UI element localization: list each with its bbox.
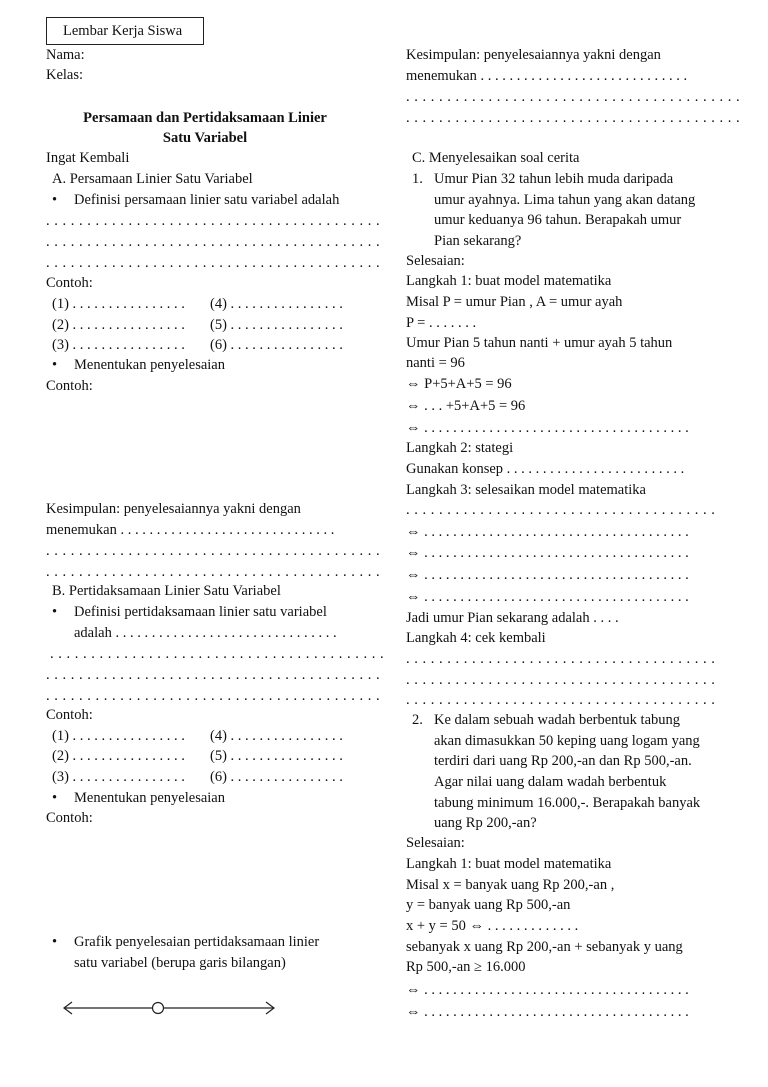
question-2-text: akan dimasukkan 50 keping uang logam yang (434, 733, 700, 749)
dotted-line: . . . . . . . . . . . . . . . . . . . . . . . . . . . . . . . . . . . . . . (406, 692, 716, 708)
recall-label: Ingat Kembali (46, 150, 130, 166)
question-2-text: Agar nilai uang dalam wadah berbentuk (434, 774, 667, 790)
question-2-text: uang Rp 200,-an? (434, 815, 537, 831)
dotted-line: . . . . . . . . . . . . . . . . . . . . . . . . . . . . . . . . . . . . . . . . . (46, 564, 381, 580)
variable-definition: Misal x = banyak uang Rp 200,-an , (406, 877, 615, 893)
example-label: Contoh: (46, 275, 93, 291)
determine-solution-label: • Menentukan penyelesaian (74, 788, 225, 808)
dotted-line: . . . . . . . . . . . . . . . . . . . . . . . . . . . . . . . . . . . . . . . . . (406, 89, 741, 105)
example-1: (1) . . . . . . . . . . . . . . . . (52, 728, 185, 744)
definition-b-text-2: adalah . . . . . . . . . . . . . . . . . . . . . . . . . . . . . . . (74, 625, 337, 641)
step-1-label: Langkah 1: buat model matematika (406, 273, 612, 289)
open-circle-icon (153, 1003, 164, 1014)
dotted-line: . . . . . . . . . . . . . . . . . . . . . . . . . . . . . . . . . . . . . . . . . (50, 646, 385, 662)
example-5: (5) . . . . . . . . . . . . . . . . (210, 317, 343, 333)
question-2-number: 2. (412, 712, 423, 728)
question-2-text: terdiri dari uang Rp 200,-an dan Rp 500,-an. (434, 753, 692, 769)
answer-line: Jadi umur Pian sekarang adalah . . . . (406, 610, 619, 626)
section-b-title: B. Pertidaksamaan Linier Satu Variabel (52, 583, 281, 599)
determine-solution-label: • Menentukan penyelesaian (74, 355, 225, 375)
example-2: (2) . . . . . . . . . . . . . . . . (52, 748, 185, 764)
equation-line: ⇔ . . . . . . . . . . . . . . . . . . . . . . . . . . . . . . . . . . . . . (406, 567, 689, 583)
variable-definition: y = banyak uang Rp 500,-an (406, 897, 571, 913)
definition-b-text: • Definisi pertidaksamaan linier satu variabel (74, 602, 327, 622)
conclusion-line-2: menemukan . . . . . . . . . . . . . . . . . . . . . . . . . . . . . (406, 68, 688, 84)
question-2-text: Ke dalam sebuah wadah berbentuk tabung (434, 712, 681, 728)
equation-line: ⇔ . . . . . . . . . . . . . . . . . . . . . . . . . . . . . . . . . . . . . (406, 1004, 689, 1020)
class-field-label: Kelas: (46, 67, 84, 83)
dotted-line: . . . . . . . . . . . . . . . . . . . . . . . . . . . . . . . . . . . . . . . . . (46, 234, 381, 250)
question-1-text: Pian sekarang? (434, 233, 522, 249)
definition-a-text: • Definisi persamaan linier satu variabel adalah (74, 190, 339, 210)
example-1: (1) . . . . . . . . . . . . . . . . (52, 296, 185, 312)
example-label: Contoh: (46, 810, 93, 826)
graph-label-1: • Grafik penyelesaian pertidaksamaan linier (74, 932, 319, 952)
question-2-text: tabung minimum 16.000,-. Berapakah banyak (434, 795, 701, 811)
question-1-text: Umur Pian 32 tahun lebih muda daripada (434, 171, 674, 187)
statement-line: nanti = 96 (406, 355, 465, 371)
example-label: Contoh: (46, 707, 93, 723)
heading-line-1: Persamaan dan Pertidaksamaan Linier (83, 110, 327, 126)
heading-line-2: Satu Variabel (162, 130, 248, 146)
example-2: (2) . . . . . . . . . . . . . . . . (52, 317, 185, 333)
example-6: (6) . . . . . . . . . . . . . . . . (210, 769, 343, 785)
step-3-label: Langkah 3: selesaikan model matematika (406, 482, 646, 498)
equation-line: ⇔ . . . . . . . . . . . . . . . . . . . . . . . . . . . . . . . . . . . . . (406, 589, 689, 605)
equation-line: ⇔ . . . . . . . . . . . . . . . . . . . . . . . . . . . . . . . . . . . . . (406, 545, 689, 561)
dotted-line: . . . . . . . . . . . . . . . . . . . . . . . . . . . . . . . . . . . . . . (406, 672, 716, 688)
dotted-line: . . . . . . . . . . . . . . . . . . . . . . . . . . . . . . . . . . . . . . . . . (406, 110, 741, 126)
variable-definition: Misal P = umur Pian , A = umur ayah (406, 294, 623, 310)
section-a-title: A. Persamaan Linier Satu Variabel (52, 171, 253, 187)
equation-line: ⇔ P+5+A+5 = 96 (406, 376, 512, 392)
example-3: (3) . . . . . . . . . . . . . . . . (52, 337, 185, 353)
step-4-label: Langkah 4: cek kembali (406, 630, 546, 646)
example-label: Contoh: (46, 378, 93, 394)
dotted-line: . . . . . . . . . . . . . . . . . . . . . . . . . . . . . . . . . . . . . . (406, 651, 716, 667)
equation-line: x + y = 50 ⇔ . . . . . . . . . . . . . (406, 918, 579, 934)
statement-line: Rp 500,-an ≥ 16.000 (406, 959, 526, 975)
question-1-text: umur ayahnya. Lima tahun yang akan datang (434, 192, 696, 208)
dotted-line: . . . . . . . . . . . . . . . . . . . . . . . . . . . . . . . . . . . . . . (406, 502, 716, 518)
solution-label: Selesaian: (406, 835, 465, 851)
dotted-line: . . . . . . . . . . . . . . . . . . . . . . . . . . . . . . . . . . . . . . . . . (46, 688, 381, 704)
concept-line: Gunakan konsep . . . . . . . . . . . . . . . . . . . . . . . . . (406, 461, 685, 477)
equation-line: ⇔ . . . . . . . . . . . . . . . . . . . . . . . . . . . . . . . . . . . . . (406, 524, 689, 540)
equation-line: ⇔ . . . . . . . . . . . . . . . . . . . . . . . . . . . . . . . . . . . . . (406, 420, 689, 436)
name-field-label: Nama: (46, 47, 85, 63)
statement-line: sebanyak x uang Rp 200,-an + sebanyak y uang (406, 939, 683, 955)
dotted-line: . . . . . . . . . . . . . . . . . . . . . . . . . . . . . . . . . . . . . . . . . (46, 667, 381, 683)
graph-label-2: satu variabel (berupa garis bilangan) (74, 955, 286, 971)
step-1-label: Langkah 1: buat model matematika (406, 856, 612, 872)
example-4: (4) . . . . . . . . . . . . . . . . (210, 296, 343, 312)
example-3: (3) . . . . . . . . . . . . . . . . (52, 769, 185, 785)
example-4: (4) . . . . . . . . . . . . . . . . (210, 728, 343, 744)
equation-line: ⇔ . . . . . . . . . . . . . . . . . . . . . . . . . . . . . . . . . . . . . (406, 982, 689, 998)
example-5: (5) . . . . . . . . . . . . . . . . (210, 748, 343, 764)
equation-line: P = . . . . . . . (406, 315, 477, 331)
equation-line: ⇔ . . . +5+A+5 = 96 (406, 398, 526, 414)
conclusion-line-1: Kesimpulan: penyelesaiannya yakni dengan (406, 47, 661, 63)
statement-line: Umur Pian 5 tahun nanti + umur ayah 5 tahun (406, 335, 673, 351)
solution-label: Selesaian: (406, 253, 465, 269)
dotted-line: . . . . . . . . . . . . . . . . . . . . . . . . . . . . . . . . . . . . . . . . . (46, 213, 381, 229)
worksheet-title-box: Lembar Kerja Siswa (46, 17, 204, 45)
dotted-line: . . . . . . . . . . . . . . . . . . . . . . . . . . . . . . . . . . . . . . . . . (46, 255, 381, 271)
question-1-text: umur keduanya 96 tahun. Berapakah umur (434, 212, 682, 228)
dotted-line: . . . . . . . . . . . . . . . . . . . . . . . . . . . . . . . . . . . . . . . . . (46, 543, 381, 559)
number-line (58, 996, 280, 1020)
conclusion-line-2: menemukan . . . . . . . . . . . . . . . . . . . . . . . . . . . . . . (46, 522, 335, 538)
conclusion-line-1: Kesimpulan: penyelesaiannya yakni dengan (46, 501, 301, 517)
question-1-number: 1. (412, 171, 423, 187)
section-c-title: C. Menyelesaikan soal cerita (412, 150, 580, 166)
step-2-label: Langkah 2: stategi (406, 440, 514, 456)
example-6: (6) . . . . . . . . . . . . . . . . (210, 337, 343, 353)
